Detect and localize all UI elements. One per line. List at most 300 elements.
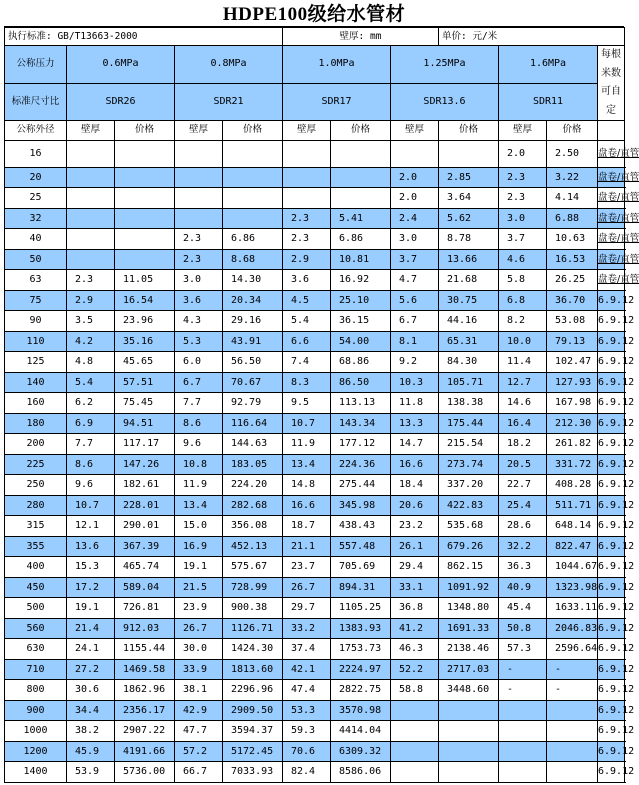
price-cell: [115, 140, 175, 167]
wall-thickness-cell: 13.6: [67, 536, 115, 557]
nominal-od-cell: 800: [5, 680, 67, 701]
price-header-2: 价格: [331, 121, 391, 141]
length-note-cell: [598, 249, 639, 270]
nominal-od-cell: 400: [5, 557, 67, 578]
price-cell: [115, 188, 175, 209]
price-cell: 367.39: [115, 536, 175, 557]
price-cell: 557.48: [331, 536, 391, 557]
price-cell: 25.10: [331, 290, 391, 311]
wall-header-0: 壁厚: [67, 121, 115, 141]
wall-header-1: 壁厚: [175, 121, 223, 141]
table-row: [5, 290, 625, 311]
wall-unit-label: 壁厚: mm: [283, 28, 439, 46]
price-cell: 3.64: [439, 188, 499, 209]
wall-thickness-cell: 12.1: [67, 516, 115, 537]
length-note-cell: [598, 762, 635, 783]
wall-thickness-cell: 16.4: [499, 413, 547, 434]
price-cell: 2907.22: [115, 721, 175, 742]
price-cell: 452.13: [223, 536, 283, 557]
wall-thickness-cell: 66.7: [175, 762, 223, 783]
price-cell: 1348.80: [439, 598, 499, 619]
price-cell: 13.66: [439, 249, 499, 270]
wall-thickness-cell: 6.9: [67, 413, 115, 434]
wall-thickness-cell: 2.0: [391, 167, 439, 188]
nominal-od-cell: 63: [5, 270, 67, 291]
wall-thickness-cell: 10.7: [67, 495, 115, 516]
length-note-cell: [598, 290, 635, 311]
table-row: [5, 208, 625, 229]
wall-thickness-cell: 38.2: [67, 721, 115, 742]
wall-thickness-cell: 2.9: [67, 290, 115, 311]
wall-thickness-cell: 6.2: [67, 393, 115, 414]
price-cell: 1383.93: [331, 618, 391, 639]
price-cell: 535.68: [439, 516, 499, 537]
price-cell: 215.54: [439, 434, 499, 455]
wall-thickness-cell: 42.1: [283, 659, 331, 680]
wall-thickness-cell: 23.7: [283, 557, 331, 578]
table-row: [5, 516, 625, 537]
wall-thickness-cell: 15.3: [67, 557, 115, 578]
price-cell: 177.12: [331, 434, 391, 455]
price-cell: 862.15: [439, 557, 499, 578]
price-cell: 16.54: [115, 290, 175, 311]
wall-thickness-cell: 4.6: [499, 249, 547, 270]
sdr-row: [5, 83, 625, 121]
price-cell: 117.17: [115, 434, 175, 455]
price-cell: [547, 762, 598, 783]
price-cell: 705.69: [331, 557, 391, 578]
wall-thickness-cell: 36.3: [499, 557, 547, 578]
price-cell: 648.14: [547, 516, 598, 537]
length-note-text: 盘卷/直管: [598, 253, 639, 265]
nominal-od-cell: 125: [5, 352, 67, 373]
price-cell: 511.71: [547, 495, 598, 516]
wall-thickness-cell: 20.6: [391, 495, 439, 516]
wall-thickness-cell: 19.1: [175, 557, 223, 578]
wall-thickness-cell: 26.7: [175, 618, 223, 639]
price-cell: 728.99: [223, 577, 283, 598]
price-cell: 2296.96: [223, 680, 283, 701]
wall-thickness-cell: 11.9: [283, 434, 331, 455]
per-root-note: 每根米数可自定: [598, 46, 625, 121]
wall-thickness-cell: 21.1: [283, 536, 331, 557]
wall-thickness-cell: 2.3: [175, 249, 223, 270]
price-cell: 2138.46: [439, 639, 499, 660]
wall-thickness-cell: 17.2: [67, 577, 115, 598]
price-cell: 54.00: [331, 331, 391, 352]
wall-thickness-cell: 6.6: [283, 331, 331, 352]
wall-thickness-cell: 3.7: [391, 249, 439, 270]
price-cell: 5172.45: [223, 741, 283, 762]
price-header-4: 价格: [547, 121, 598, 141]
wall-thickness-cell: 28.6: [499, 516, 547, 537]
wall-thickness-cell: 36.8: [391, 598, 439, 619]
price-cell: 147.26: [115, 454, 175, 475]
price-cell: 7033.93: [223, 762, 283, 783]
pressure-2: 1.0MPa: [283, 46, 391, 84]
pressure-row: [5, 46, 625, 84]
length-note-text: 6.9.12: [598, 622, 635, 634]
nominal-od-cell: 500: [5, 598, 67, 619]
price-cell: 1323.98: [547, 577, 598, 598]
wall-thickness-cell: 18.7: [283, 516, 331, 537]
price-cell: 79.13: [547, 331, 598, 352]
price-cell: 1105.25: [331, 598, 391, 619]
wall-thickness-cell: 3.7: [499, 229, 547, 250]
price-cell: 144.63: [223, 434, 283, 455]
wall-thickness-cell: 20.5: [499, 454, 547, 475]
wall-thickness-cell: 6.7: [391, 311, 439, 332]
price-cell: 2224.97: [331, 659, 391, 680]
table-row: [5, 311, 625, 332]
wall-thickness-cell: 30.6: [67, 680, 115, 701]
wall-thickness-cell: 25.4: [499, 495, 547, 516]
pressure-label: 公称压力: [5, 46, 67, 84]
price-cell: 900.38: [223, 598, 283, 619]
nominal-od-cell: 250: [5, 475, 67, 496]
price-cell: 224.20: [223, 475, 283, 496]
table-row: [5, 577, 625, 598]
table-row: [5, 557, 625, 578]
wall-thickness-cell: 10.8: [175, 454, 223, 475]
length-note-text: 6.9.12: [598, 376, 635, 388]
length-note-cell: [598, 577, 635, 598]
price-cell: 275.44: [331, 475, 391, 496]
wall-thickness-cell: 7.7: [67, 434, 115, 455]
price-cell: 2.50: [547, 140, 598, 167]
price-cell: 30.75: [439, 290, 499, 311]
wall-thickness-cell: [283, 140, 331, 167]
length-note-cell: [598, 188, 639, 209]
wall-thickness-cell: 47.4: [283, 680, 331, 701]
pressure-1: 0.8MPa: [175, 46, 283, 84]
price-cell: [331, 188, 391, 209]
price-cell: 75.45: [115, 393, 175, 414]
wall-thickness-cell: [175, 208, 223, 229]
length-note-cell: [598, 270, 639, 291]
wall-thickness-cell: 16.6: [391, 454, 439, 475]
wall-thickness-cell: 2.9: [283, 249, 331, 270]
wall-thickness-cell: 53.3: [283, 700, 331, 721]
table-row: [5, 413, 625, 434]
page-title: HDPE100级给水管材: [4, 4, 624, 27]
length-note-text: 盘卷/直管: [598, 274, 639, 285]
nominal-od-cell: 1200: [5, 741, 67, 762]
wall-thickness-cell: 70.6: [283, 741, 331, 762]
length-note-cell: [598, 352, 635, 373]
nominal-od-cell: 900: [5, 700, 67, 721]
wall-thickness-cell: [175, 167, 223, 188]
wall-thickness-cell: 57.2: [175, 741, 223, 762]
pressure-0: 0.6MPa: [67, 46, 175, 84]
price-cell: 2822.75: [331, 680, 391, 701]
length-note-cell: [598, 331, 635, 352]
price-cell: 20.34: [223, 290, 283, 311]
wall-thickness-cell: 8.6: [67, 454, 115, 475]
price-cell: 68.86: [331, 352, 391, 373]
nominal-od-cell: 40: [5, 229, 67, 250]
price-cell: 282.68: [223, 495, 283, 516]
price-cell: 183.05: [223, 454, 283, 475]
price-cell: 2596.64: [547, 639, 598, 660]
price-cell: 345.98: [331, 495, 391, 516]
nominal-od-cell: 140: [5, 372, 67, 393]
price-cell: 11.05: [115, 270, 175, 291]
length-note-text: 6.9.12: [598, 725, 635, 736]
wall-thickness-cell: 45.9: [67, 741, 115, 762]
standard-label: 执行标准: GB/T13663-2000: [5, 28, 283, 46]
wall-thickness-cell: 4.2: [67, 331, 115, 352]
table-row: [5, 167, 625, 188]
price-cell: [439, 140, 499, 167]
nominal-od-cell: 32: [5, 208, 67, 229]
wall-thickness-cell: 11.9: [175, 475, 223, 496]
price-cell: [223, 167, 283, 188]
wall-thickness-cell: 6.0: [175, 352, 223, 373]
table-row: [5, 639, 625, 660]
length-note-cell: [598, 659, 635, 680]
price-cell: 16.92: [331, 270, 391, 291]
price-cell: 36.15: [331, 311, 391, 332]
table-row: [5, 741, 625, 762]
wall-thickness-cell: 3.6: [283, 270, 331, 291]
wall-thickness-cell: 5.4: [283, 311, 331, 332]
length-note-cell: [598, 495, 635, 516]
price-cell: 2909.50: [223, 700, 283, 721]
wall-thickness-cell: 10.0: [499, 331, 547, 352]
wall-thickness-cell: 16.6: [283, 495, 331, 516]
nominal-od-cell: 20: [5, 167, 67, 188]
wall-thickness-cell: 14.6: [499, 393, 547, 414]
nominal-od-cell: 180: [5, 413, 67, 434]
wall-thickness-cell: [391, 762, 439, 783]
wall-header-3: 壁厚: [391, 121, 439, 141]
wall-thickness-cell: 5.3: [175, 331, 223, 352]
length-note-cell: [598, 639, 635, 660]
length-note-cell: [598, 598, 635, 619]
wall-thickness-cell: 7.4: [283, 352, 331, 373]
wall-thickness-cell: 52.2: [391, 659, 439, 680]
price-cell: 143.34: [331, 413, 391, 434]
wall-thickness-cell: 19.1: [67, 598, 115, 619]
price-cell: 53.08: [547, 311, 598, 332]
price-cell: 44.16: [439, 311, 499, 332]
nominal-od-cell: 160: [5, 393, 67, 414]
nominal-od-cell: 75: [5, 290, 67, 311]
price-cell: 212.30: [547, 413, 598, 434]
wall-thickness-cell: 2.3: [499, 167, 547, 188]
wall-thickness-cell: [499, 762, 547, 783]
price-cell: [331, 140, 391, 167]
wall-thickness-cell: 45.4: [499, 598, 547, 619]
price-cell: 438.43: [331, 516, 391, 537]
price-cell: 6309.32: [331, 741, 391, 762]
price-cell: 273.74: [439, 454, 499, 475]
wall-thickness-cell: [67, 167, 115, 188]
wall-thickness-cell: [391, 700, 439, 721]
wall-thickness-cell: 4.5: [283, 290, 331, 311]
price-cell: 5.62: [439, 208, 499, 229]
meta-row: [5, 28, 625, 46]
price-cell: [223, 208, 283, 229]
wall-thickness-cell: 40.9: [499, 577, 547, 598]
price-cell: 65.31: [439, 331, 499, 352]
price-cell: 8.78: [439, 229, 499, 250]
nominal-od-cell: 560: [5, 618, 67, 639]
nominal-od-cell: 315: [5, 516, 67, 537]
table-row: [5, 270, 625, 291]
price-cell: 6.86: [331, 229, 391, 250]
price-cell: 337.20: [439, 475, 499, 496]
wall-thickness-cell: 2.3: [175, 229, 223, 250]
wall-thickness-cell: 29.4: [391, 557, 439, 578]
wall-thickness-cell: 8.6: [175, 413, 223, 434]
price-cell: 14.30: [223, 270, 283, 291]
wall-thickness-cell: 3.6: [175, 290, 223, 311]
wall-header-4: 壁厚: [499, 121, 547, 141]
price-cell: 29.16: [223, 311, 283, 332]
nominal-od-cell: 50: [5, 249, 67, 270]
table-row: [5, 249, 625, 270]
length-note-cell: [598, 393, 635, 414]
wall-thickness-cell: 33.1: [391, 577, 439, 598]
wall-thickness-cell: [499, 700, 547, 721]
wall-thickness-cell: 6.7: [175, 372, 223, 393]
nominal-od-cell: 1400: [5, 762, 67, 783]
wall-thickness-cell: 59.3: [283, 721, 331, 742]
length-note-text: 6.9.12: [598, 417, 635, 429]
table-row: [5, 721, 625, 742]
wall-thickness-cell: 2.3: [67, 270, 115, 291]
length-note-text: 6.9.12: [598, 356, 635, 367]
length-note-text: 6.9.12: [598, 458, 635, 470]
length-note-cell: [598, 557, 635, 578]
price-cell: 6.88: [547, 208, 598, 229]
wall-thickness-cell: [499, 721, 547, 742]
length-note-text: 6.9.12: [598, 684, 635, 695]
price-cell: 228.01: [115, 495, 175, 516]
price-cell: 56.50: [223, 352, 283, 373]
wall-thickness-cell: 9.6: [175, 434, 223, 455]
price-cell: 138.38: [439, 393, 499, 414]
price-header-1: 价格: [223, 121, 283, 141]
price-cell: 10.81: [331, 249, 391, 270]
wall-thickness-cell: 9.6: [67, 475, 115, 496]
wall-thickness-cell: -: [499, 659, 547, 680]
price-table: [4, 27, 639, 783]
sdr-3: SDR13.6: [391, 83, 499, 121]
wall-thickness-cell: 11.8: [391, 393, 439, 414]
nominal-od-cell: 355: [5, 536, 67, 557]
price-cell: 3.22: [547, 167, 598, 188]
wall-thickness-cell: 15.0: [175, 516, 223, 537]
wall-thickness-cell: 23.2: [391, 516, 439, 537]
price-cell: 2046.83: [547, 618, 598, 639]
length-note-cell: [598, 741, 635, 762]
wall-thickness-cell: 26.1: [391, 536, 439, 557]
wall-thickness-cell: 27.2: [67, 659, 115, 680]
length-note-cell: [598, 311, 635, 332]
length-note-text: 6.9.12: [598, 602, 635, 613]
wall-thickness-cell: 41.2: [391, 618, 439, 639]
wall-thickness-cell: 2.3: [283, 208, 331, 229]
price-cell: 1155.44: [115, 639, 175, 660]
length-note-text: 6.9.12: [598, 335, 635, 347]
length-note-cell: [598, 700, 635, 721]
length-note-text: 6.9.12: [598, 745, 635, 757]
wall-thickness-cell: [67, 188, 115, 209]
price-cell: 2717.03: [439, 659, 499, 680]
price-cell: [439, 700, 499, 721]
price-cell: 6.86: [223, 229, 283, 250]
wall-thickness-cell: 18.4: [391, 475, 439, 496]
wall-thickness-cell: 2.4: [391, 208, 439, 229]
price-cell: 94.51: [115, 413, 175, 434]
table-row: [5, 140, 625, 167]
table-row: [5, 618, 625, 639]
table-row: [5, 188, 625, 209]
pressure-3: 1.25MPa: [391, 46, 499, 84]
price-cell: 422.83: [439, 495, 499, 516]
price-cell: 1126.71: [223, 618, 283, 639]
wall-thickness-cell: 5.6: [391, 290, 439, 311]
price-cell: 1862.96: [115, 680, 175, 701]
nominal-od-cell: 280: [5, 495, 67, 516]
wall-thickness-cell: 12.7: [499, 372, 547, 393]
table-row: [5, 229, 625, 250]
length-note-text: 6.9.12: [598, 520, 635, 531]
wall-thickness-cell: 3.0: [175, 270, 223, 291]
price-cell: 1424.30: [223, 639, 283, 660]
wall-thickness-cell: 5.4: [67, 372, 115, 393]
wall-thickness-cell: 2.0: [499, 140, 547, 167]
price-cell: [115, 167, 175, 188]
length-note-text: 6.9.12: [598, 315, 635, 326]
table-row: [5, 352, 625, 373]
price-cell: [547, 700, 598, 721]
table-row: [5, 434, 625, 455]
wall-thickness-cell: [391, 140, 439, 167]
price-cell: 4414.04: [331, 721, 391, 742]
wall-thickness-cell: 4.7: [391, 270, 439, 291]
price-cell: 3570.98: [331, 700, 391, 721]
wall-thickness-cell: [175, 188, 223, 209]
price-cell: 45.65: [115, 352, 175, 373]
nominal-od-cell: 225: [5, 454, 67, 475]
length-note-cell: [598, 413, 635, 434]
price-cell: [547, 721, 598, 742]
price-cell: 5.41: [331, 208, 391, 229]
price-cell: 127.93: [547, 372, 598, 393]
length-note-text: 6.9.12: [598, 540, 635, 552]
length-note-cell: [598, 229, 639, 250]
price-cell: 92.79: [223, 393, 283, 414]
length-note-text: 6.9.12: [598, 294, 635, 306]
price-cell: 84.30: [439, 352, 499, 373]
price-cell: 36.70: [547, 290, 598, 311]
price-cell: 175.44: [439, 413, 499, 434]
sdr-0: SDR26: [67, 83, 175, 121]
wall-header-2: 壁厚: [283, 121, 331, 141]
table-row: [5, 372, 625, 393]
price-cell: 1813.60: [223, 659, 283, 680]
price-cell: 21.68: [439, 270, 499, 291]
price-cell: 8.68: [223, 249, 283, 270]
price-cell: -: [547, 659, 598, 680]
length-note-cell: [598, 475, 635, 496]
wall-thickness-cell: 14.7: [391, 434, 439, 455]
table-row: [5, 680, 625, 701]
